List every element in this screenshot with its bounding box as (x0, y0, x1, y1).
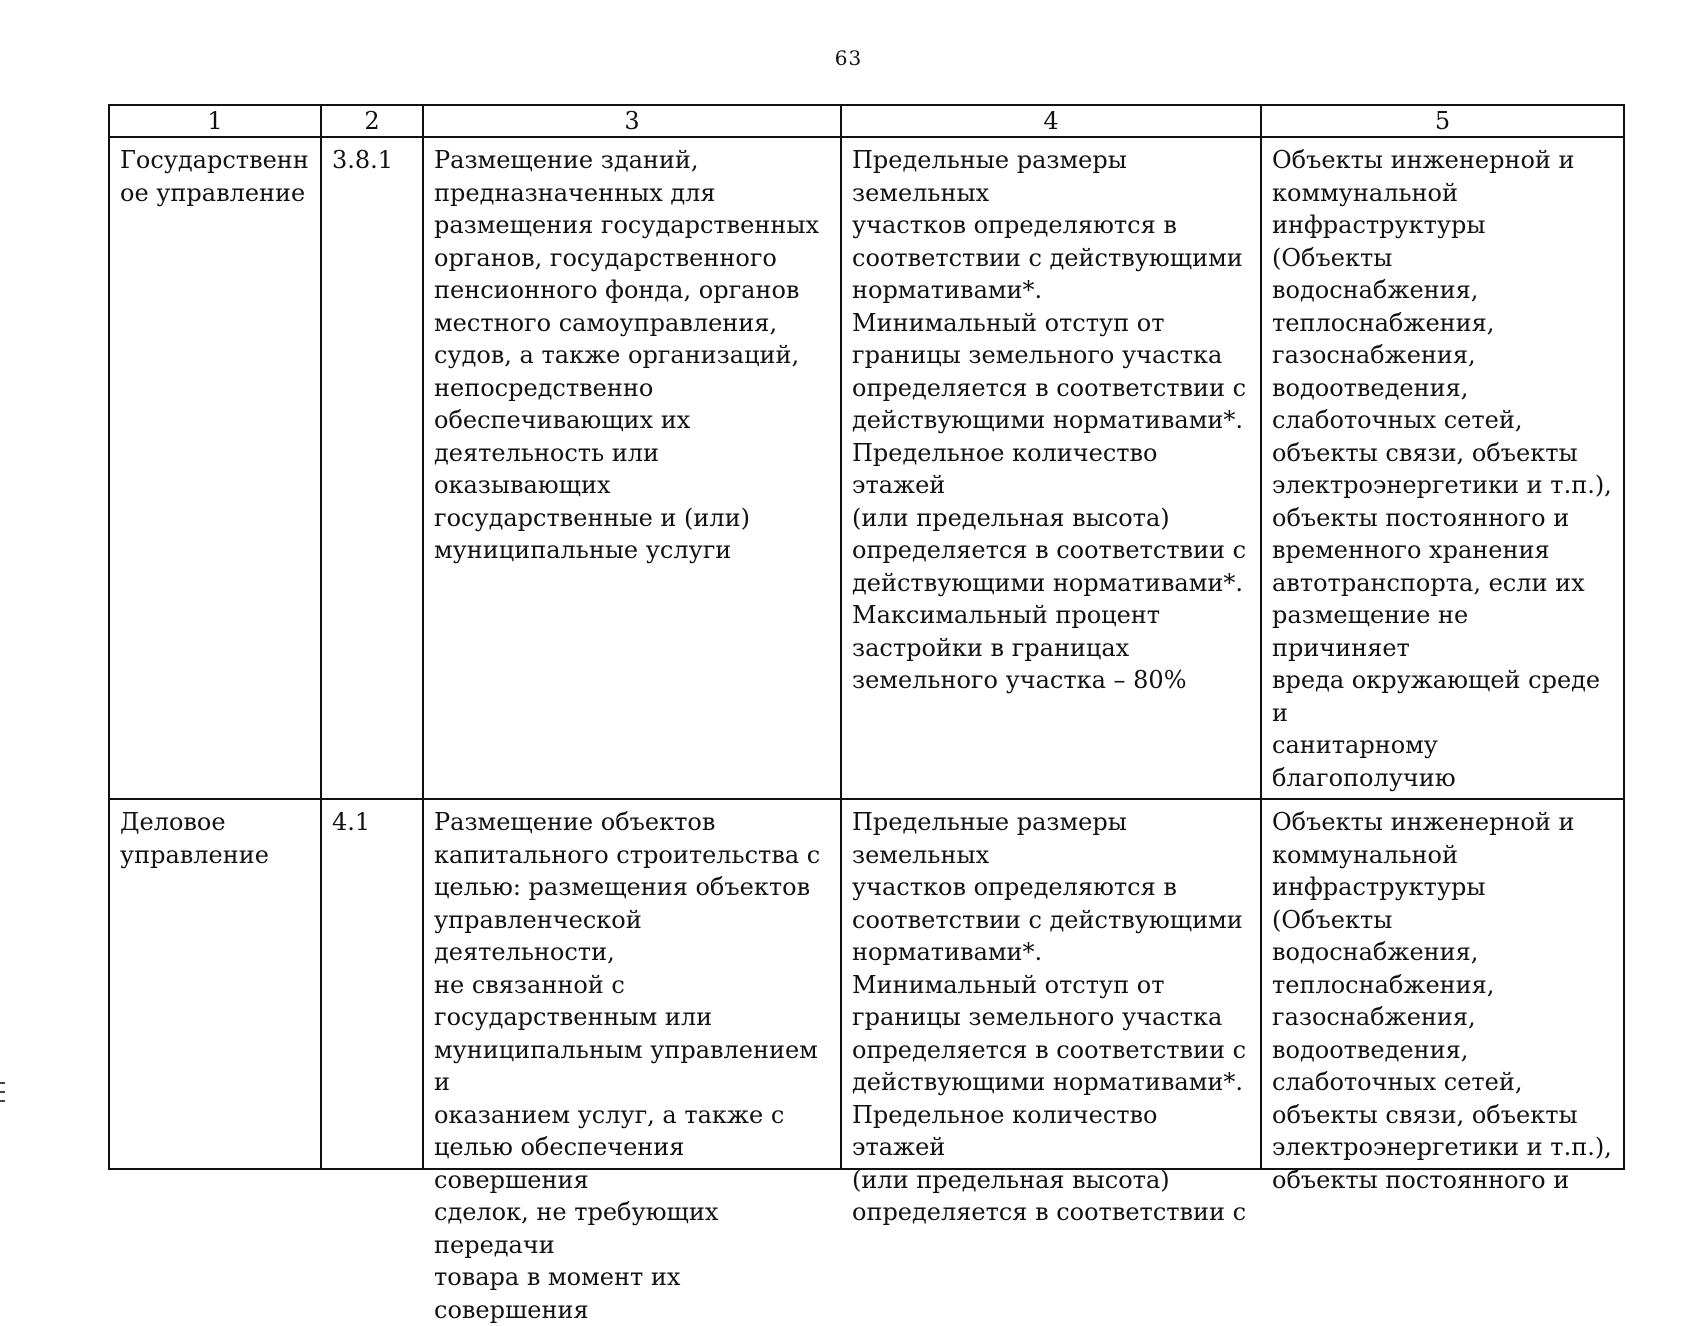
table-row (109, 137, 1624, 799)
land-use-name-cell (109, 799, 321, 1169)
table-row (109, 799, 1624, 1169)
header-row (109, 105, 1624, 137)
land-use-code-cell (321, 799, 423, 1169)
column-header-2: 2 (321, 105, 423, 137)
land-use-name: Государственн ое управление (109, 137, 321, 799)
land-use-description-cell (423, 799, 841, 1324)
column-header-3: 3 (423, 105, 841, 137)
auxiliary-uses: Объекты инженерной и коммунальной инфраструктуры (Объекты водоснабжения, теплоснабжения, газоснабжения, водоотведения, слаботочных сетей, объекты связи, объекты электроэнергетики и т.п.), объекты постоянного и (1272, 808, 1612, 1194)
land-use-description: Размещение объектов капитального строительства с целью: размещения объектов управленческой деятельности, не связанной с государственным или муниципальным управлением и оказанием услуг, а также с целью обеспечения совершения сделок, не требующих передачи товара в момент их совершения (434, 808, 821, 1324)
land-use-code: 4.1 (332, 808, 371, 836)
land-use-name: Деловое управление (120, 808, 269, 869)
auxiliary-uses: Объекты инженерной и коммунальной инфраструктуры (Объекты водоснабжения, теплоснабжения, газоснабжения, водоотведения, слаботочных сетей, объекты связи, объекты электроэнергетики и т.п.), объекты постоянного и временного хранения автотранспорта, если их размещение не причиняет вреда окружающей среде и санитарному благополучию (1261, 137, 1624, 799)
land-use-description: Размещение зданий, предназначенных для размещения государственных органов, государственного пенсионного фонда, органов местного самоуправления, судов, а также организаций, непосредственно обеспечивающих их деятельность или оказывающих государственные и (или) муниципальные услуги (423, 137, 841, 799)
table-header (109, 105, 1624, 137)
land-use-parameters: Предельные размеры земельных участков определяются в соответствии с действующими нормативами*. Минимальный отступ от границы земельного участка определяется в соответствии с действующими нормативами*. Предельное количество этажей (или предельная высота) определяется в соответствии с действующими нормативами*. Максимальный процент застройки в границах земельного участка – 80% (841, 137, 1261, 799)
scan-margin-mark (0, 1082, 5, 1102)
land-use-table (108, 104, 1625, 1324)
land-use-code: 3.8.1 (321, 137, 423, 799)
land-use-parameters-cell (841, 799, 1261, 1226)
page-number: 63 (834, 46, 863, 70)
auxiliary-uses-cell (1261, 799, 1624, 1194)
column-header-1: 1 (109, 105, 321, 137)
column-header-5: 5 (1261, 105, 1624, 137)
land-use-parameters: Предельные размеры земельных участков определяются в соответствии с действующими нормативами*. Минимальный отступ от границы земельного участка определяется в соответствии с действующими нормативами*. Предельное количество этажей (или предельная высота) определяется в соответствии с (852, 808, 1247, 1226)
column-header-4: 4 (841, 105, 1261, 137)
